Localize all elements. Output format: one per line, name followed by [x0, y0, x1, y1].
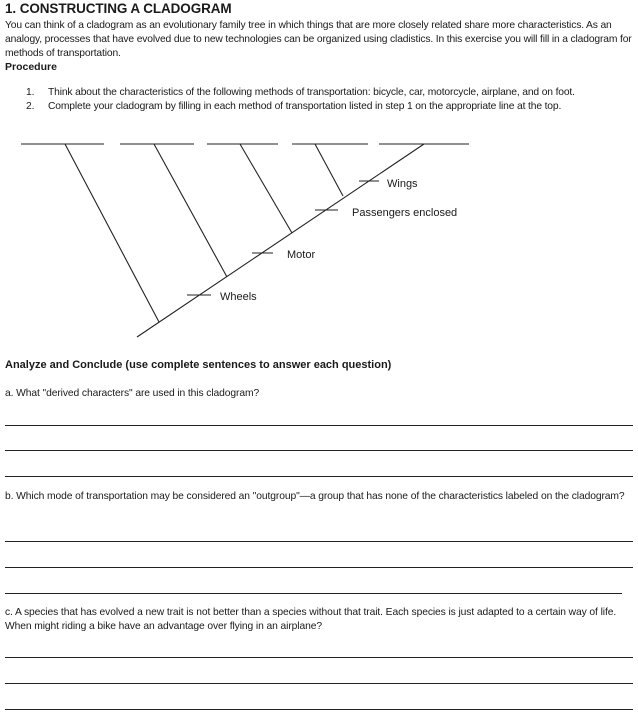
answer-line-b-2[interactable]: [5, 567, 633, 568]
cladogram-branch-1: [65, 144, 159, 322]
trait-label-motor: Motor: [287, 249, 316, 261]
question-c: c. A species that has evolved a new trait is not better than a species without that trait. Each species is just adapted to a certain way of life. When might riding a bike have an advantage over flying in an airplane?: [5, 607, 617, 632]
step-text: Complete your cladogram by filling in each method of transportation listed in step 1 on the appropriate line at the top.: [48, 101, 562, 112]
cladogram-branch-3: [240, 144, 292, 233]
question-a: a. What "derived characters" are used in this cladogram?: [5, 388, 260, 399]
question-b: b. Which mode of transportation may be considered an "outgroup"—a group that has none of the characteristics labeled on the cladogram?: [5, 491, 625, 502]
answer-line-c-1[interactable]: [5, 657, 633, 658]
trait-label-wings: Wings: [387, 178, 418, 190]
procedure-heading: Procedure: [5, 61, 57, 73]
step-number: 2.: [26, 101, 35, 112]
answer-line-b-3[interactable]: [5, 593, 622, 594]
cladogram-diagram: [0, 0, 638, 345]
cladogram-trunk: [137, 144, 424, 337]
intro-paragraph: You can think of a cladogram as an evolutionary family tree in which things that are more closely related share more characteristics. As an analogy, processes that have evolved due to new technologies can be organized using cladistics. In this exercise you will fill in a cladogram for methods of transportation.: [5, 20, 632, 59]
trait-label-wheels: Wheels: [220, 291, 257, 303]
answer-line-b-1[interactable]: [5, 541, 633, 542]
step-number: 1.: [26, 87, 35, 98]
cladogram-branch-4: [315, 144, 343, 196]
answer-line-a-2[interactable]: [5, 450, 633, 451]
answer-line-c-2[interactable]: [5, 683, 633, 684]
analyze-heading: Analyze and Conclude (use complete sentences to answer each question): [5, 359, 392, 371]
worksheet-title: 1. CONSTRUCTING A CLADOGRAM: [5, 1, 232, 16]
cladogram-branch-2: [154, 144, 227, 277]
trait-label-passengers-enclosed: Passengers enclosed: [352, 207, 458, 219]
answer-line-a-1[interactable]: [5, 425, 633, 426]
step-text: Think about the characteristics of the following methods of transportation: bicycle, car, motorcycle, airplane, and on foot.: [48, 87, 575, 98]
answer-line-a-3[interactable]: [5, 476, 633, 477]
answer-line-c-3[interactable]: [5, 709, 633, 710]
